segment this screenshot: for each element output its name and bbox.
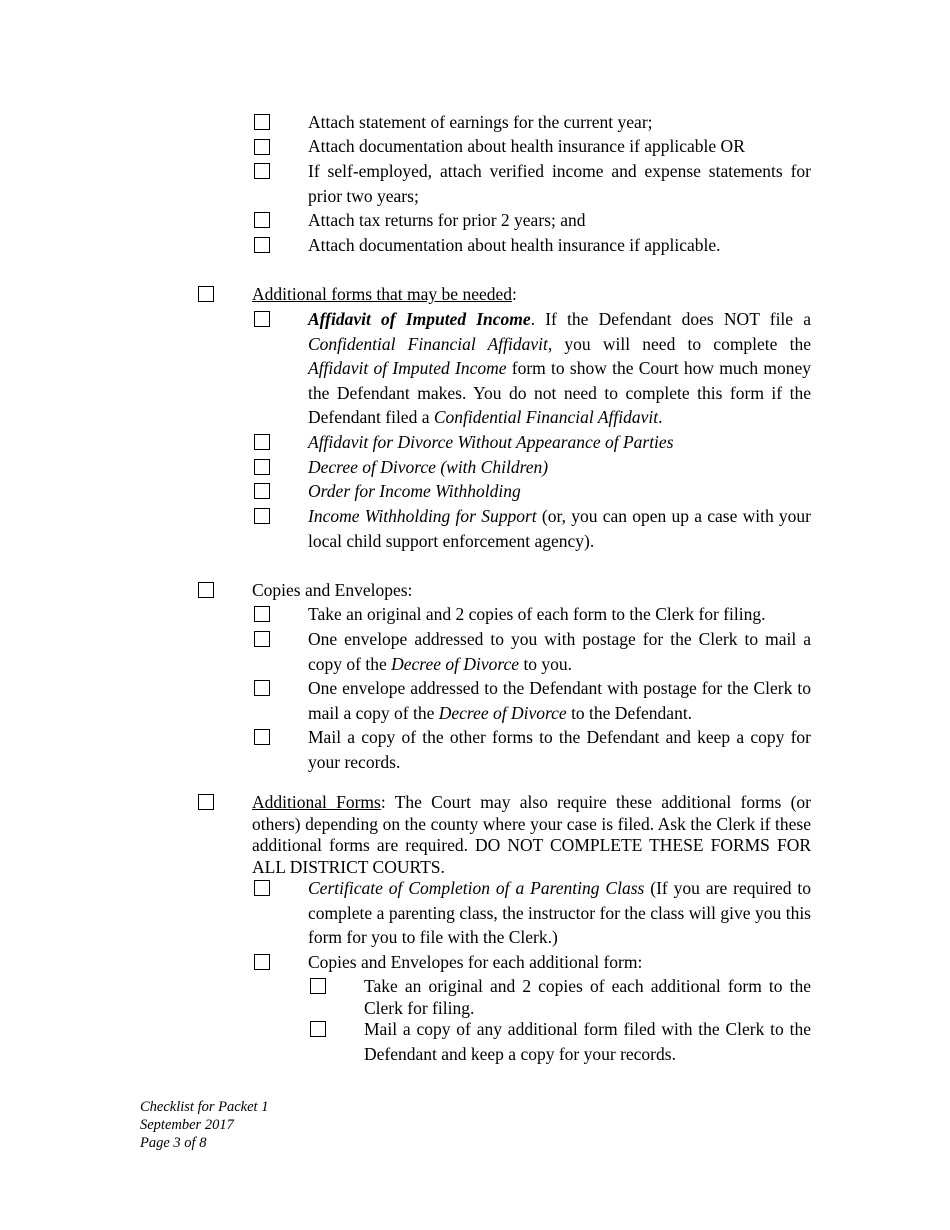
withholding-title: Income Withholding for Support (308, 506, 537, 526)
checkbox-self-employed[interactable] (254, 163, 270, 179)
imputed-t2: you will need to complete the (552, 333, 812, 354)
checkbox-affidavit-imputed-income[interactable] (254, 311, 270, 327)
checkbox-original-copies[interactable] (254, 606, 270, 622)
envelope-you-t2: to you. (519, 653, 573, 674)
imputed-i1: Confidential Financial Affidavit, (308, 333, 553, 354)
item-parenting-class (308, 876, 811, 950)
paragraph-additional-forms (252, 792, 811, 878)
imputed-t4: . (658, 407, 663, 428)
withholding-rest: (or, you can open up a case with your local child support enforcement agency). (308, 506, 812, 551)
checkbox-tax-returns[interactable] (254, 212, 270, 228)
footer-page-number: Page 3 of 8 (140, 1135, 207, 1151)
item-earnings-statement: Attach statement of earnings for the current year; (308, 112, 653, 132)
checkbox-additional-original-copies[interactable] (310, 978, 326, 994)
envelope-you-t1: One envelope addressed to you with postage for the Clerk to mail a copy of the (308, 629, 811, 674)
envelope-def-i1: Decree of Divorce (438, 702, 567, 723)
checkbox-copies-each-additional[interactable] (254, 954, 270, 970)
item-envelope-to-you (308, 627, 811, 676)
additional-forms-heading: Additional Forms (252, 792, 381, 812)
heading-additional-forms-needed-text: Additional forms that may be needed (252, 284, 512, 304)
checkbox-mail-copy[interactable] (254, 729, 270, 745)
checkbox-additional-forms[interactable] (198, 794, 214, 810)
envelope-you-i1: Decree of Divorce (391, 653, 520, 674)
heading-copies-envelopes: Copies and Envelopes: (252, 580, 413, 600)
item-income-withholding-support (308, 504, 811, 553)
envelope-def-t2: to the Defendant. (566, 702, 693, 723)
item-affidavit-without-appearance: Affidavit for Divorce Without Appearance of Parties (308, 432, 674, 452)
imputed-i3: Confidential Financial Affidavit (433, 407, 659, 428)
item-health-insurance: Attach documentation about health insurance if applicable. (308, 235, 721, 255)
page-footer (140, 1098, 268, 1152)
checkbox-health-insurance[interactable] (254, 237, 270, 253)
item-copies-each-additional: Copies and Envelopes for each additional form: (308, 952, 643, 972)
checkbox-earnings-statement[interactable] (254, 114, 270, 130)
item-additional-mail-copy: Mail a copy of any additional form filed with the Clerk to the Defendant and keep a copy for your records. (364, 1019, 811, 1064)
heading-additional-forms-needed (252, 282, 812, 307)
item-envelope-to-defendant (308, 676, 811, 725)
heading-colon: : (512, 284, 517, 304)
checkbox-envelope-to-you[interactable] (254, 631, 270, 647)
additional-forms-body: : The Court may also require these additional forms (or others) depending on the county where your case is filed. Ask the Clerk if these additional forms are required. DO NOT COMPLETE THESE FORMS FOR ALL DISTRICT COURTS. (252, 792, 811, 877)
footer-date: September 2017 (140, 1117, 234, 1133)
item-self-employed: If self-employed, attach verified income and expense statements for prior two years; (308, 161, 811, 206)
footer-title: Checklist for Packet 1 (140, 1099, 269, 1115)
checkbox-health-insurance-or[interactable] (254, 139, 270, 155)
imputed-i2: Affidavit of Imputed Income (308, 358, 507, 379)
checkbox-order-income-withholding[interactable] (254, 483, 270, 499)
imputed-title: Affidavit of Imputed Income (308, 309, 531, 329)
checkbox-affidavit-without-appearance[interactable] (254, 434, 270, 450)
checkbox-parenting-class[interactable] (254, 880, 270, 896)
parenting-rest: (If you are required to complete a parenting class, the instructor for the class will give you this form for you to file with the Clerk.) (308, 878, 811, 948)
checkbox-copies-envelopes[interactable] (198, 582, 214, 598)
item-order-income-withholding: Order for Income Withholding (308, 481, 521, 501)
item-original-copies: Take an original and 2 copies of each form to the Clerk for filing. (308, 604, 766, 624)
item-additional-original-copies: Take an original and 2 copies of each additional form to the Clerk for filing. (364, 976, 811, 1018)
item-tax-returns: Attach tax returns for prior 2 years; and (308, 210, 586, 230)
item-health-insurance-or: Attach documentation about health insurance if applicable OR (308, 136, 745, 156)
checkbox-additional-mail-copy[interactable] (310, 1021, 326, 1037)
imputed-t1: . If the Defendant does NOT file a (530, 309, 811, 329)
checkbox-income-withholding-support[interactable] (254, 508, 270, 524)
checkbox-envelope-to-defendant[interactable] (254, 680, 270, 696)
item-mail-copy: Mail a copy of the other forms to the Defendant and keep a copy for your records. (308, 727, 811, 772)
checkbox-additional-forms-needed[interactable] (198, 286, 214, 302)
envelope-def-t1: One envelope addressed to the Defendant with postage for the Clerk to mail a copy of the (308, 678, 811, 723)
imputed-t3: form to show the Court how much money the Defendant makes. You do not need to complete this form if the Defendant filed a (308, 358, 811, 428)
item-affidavit-imputed-income (308, 307, 811, 430)
item-decree-with-children: Decree of Divorce (with Children) (308, 457, 549, 477)
checkbox-decree-with-children[interactable] (254, 459, 270, 475)
parenting-title: Certificate of Completion of a Parenting Class (308, 878, 645, 898)
